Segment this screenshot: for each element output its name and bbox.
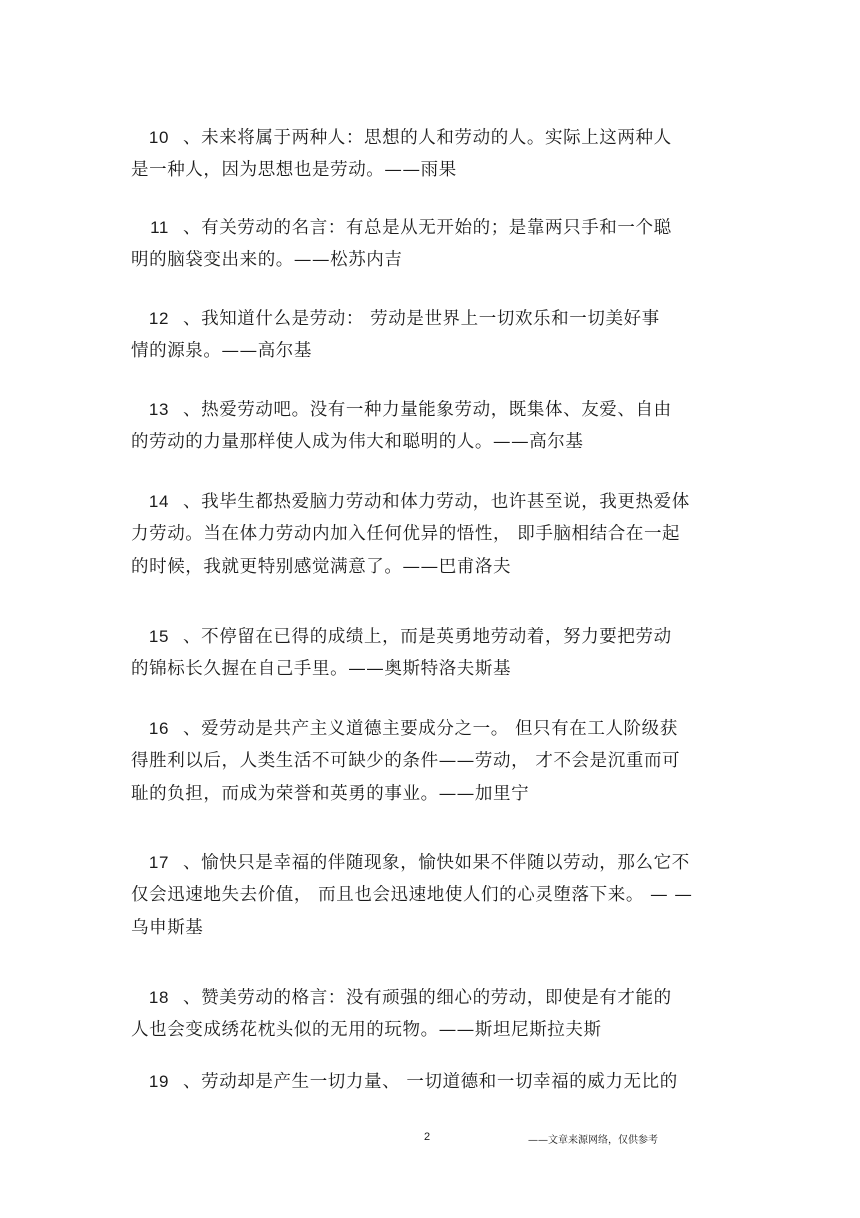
paragraph-line: 乌申斯基 — [131, 918, 204, 938]
paragraph-line: 得胜利以后，人类生活不可缺少的条件——劳动， 才不会是沉重而可 — [131, 751, 681, 771]
paragraph-number: 11 — [150, 218, 169, 237]
paragraph-line: 、赞美劳动的格言：没有顽强的细心的劳动，即使是有才能的 — [183, 988, 672, 1008]
quote-paragraph-13 — [131, 393, 731, 459]
paragraph-number: 16 — [148, 719, 169, 738]
paragraph-number: 18 — [148, 988, 169, 1007]
paragraph-line: 、我知道什么是劳动： 劳动是世界上一切欢乐和一切美好事 — [183, 309, 660, 329]
paragraph-line: 人也会变成绣花枕头似的无用的玩物。——斯坦尼斯拉夫斯 — [131, 1020, 602, 1040]
paragraph-number: 14 — [148, 492, 169, 511]
paragraph-line: 、热爱劳动吧。没有一种力量能象劳动，既集体、友爱、自由 — [183, 400, 672, 420]
page-footer — [0, 1131, 860, 1151]
paragraph-line: 是一种人，因为思想也是劳动。——雨果 — [131, 160, 457, 180]
paragraph-line: 、不停留在已得的成绩上，而是英勇地劳动着，努力要把劳动 — [183, 627, 672, 647]
paragraph-number: 17 — [148, 853, 169, 872]
paragraph-number: 13 — [148, 400, 169, 419]
paragraph-line: 的时候，我就更特别感觉满意了。——巴甫洛夫 — [131, 557, 512, 577]
paragraph-line: 耻的负担，而成为荣誉和英勇的事业。——加里宁 — [131, 784, 530, 804]
paragraph-line: 力劳动。当在体力劳动内加入任何优异的悟性， 即手脑相结合在一起 — [131, 524, 681, 544]
quote-paragraph-17 — [131, 846, 731, 945]
source-note: ——文章来源网络，仅供参考 — [528, 1135, 658, 1146]
paragraph-line: 、爱劳动是共产主义道德主要成分之一。 但只有在工人阶级获 — [183, 719, 678, 739]
quote-paragraph-14 — [131, 485, 731, 584]
paragraph-line: 仅会迅速地失去价值， 而且也会迅速地使人们的心灵堕落下来。 — — — [131, 885, 693, 905]
quote-paragraph-18 — [131, 981, 731, 1047]
quote-paragraph-12 — [131, 302, 731, 368]
paragraph-line: 、有关劳动的名言：有总是从无开始的；是靠两只手和一个聪 — [183, 218, 672, 238]
quote-paragraph-16 — [131, 712, 731, 811]
paragraph-line: 情的源泉。——高尔基 — [131, 341, 312, 361]
page-number: 2 — [424, 1131, 431, 1143]
paragraph-number: 15 — [148, 627, 169, 646]
paragraph-line: 的锦标长久握在自己手里。——奥斯特洛夫斯基 — [131, 659, 512, 679]
paragraph-number: 12 — [148, 309, 169, 328]
paragraph-line: 、未来将属于两种人：思想的人和劳动的人。实际上这两种人 — [183, 128, 672, 148]
quote-paragraph-15 — [131, 620, 731, 686]
quote-paragraph-19 — [131, 1065, 731, 1098]
quote-paragraph-10 — [131, 121, 731, 187]
paragraph-number: 19 — [148, 1072, 169, 1091]
quote-paragraph-11 — [131, 211, 731, 277]
paragraph-line: 明的脑袋变出来的。——松苏内吉 — [131, 250, 403, 270]
paragraph-line: 、劳动却是产生一切力量、 一切道德和一切幸福的威力无比的 — [183, 1072, 678, 1092]
paragraph-line: 、我毕生都热爱脑力劳动和体力劳动，也许甚至说，我更热爱体 — [183, 492, 690, 512]
paragraph-line: 的劳动的力量那样使人成为伟大和聪明的人。——高尔基 — [131, 432, 584, 452]
paragraph-line: 、愉快只是幸福的伴随现象，愉快如果不伴随以劳动，那么它不 — [183, 853, 690, 873]
paragraph-number: 10 — [148, 128, 169, 147]
